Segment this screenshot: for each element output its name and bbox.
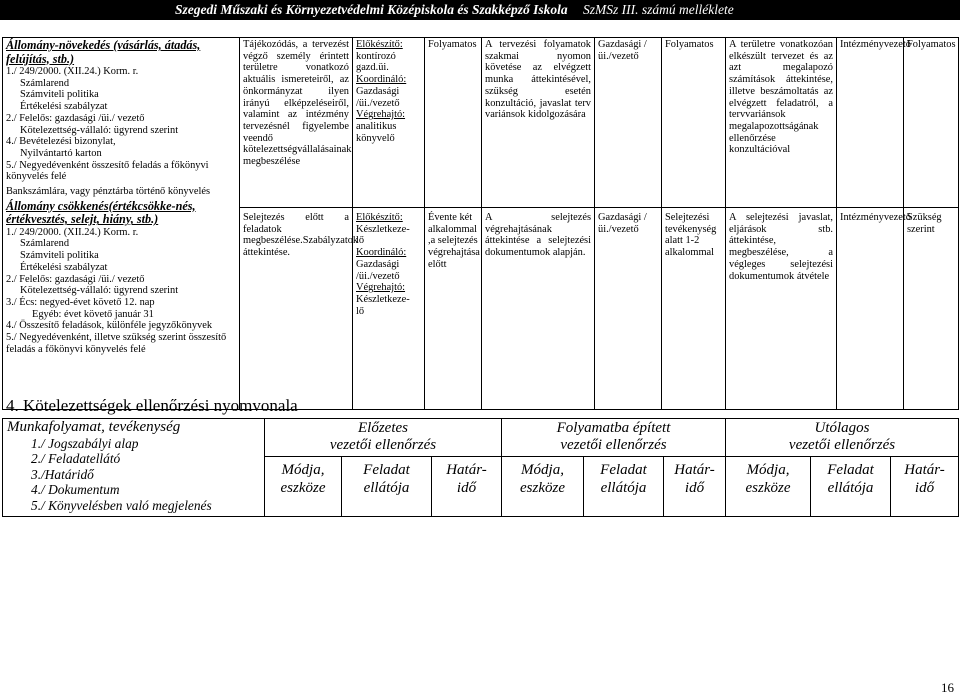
header-school-name: Szegedi Műszaki és Környezetvédelmi Középiskola és Szakképző Iskola [175, 2, 568, 17]
controls-table [2, 37, 959, 410]
role-value: lő [356, 305, 365, 317]
list-item: Bankszámlára, vagy pénztárba történő könyvelés [6, 186, 210, 198]
role-value: analitikus [356, 120, 397, 132]
role-label: Végrehajtó: [356, 109, 406, 121]
method-subheader: Módja, eszköze [502, 457, 584, 517]
deadline-subheader: Határ- idő [664, 457, 726, 517]
group-label: vezetői ellenőrzés [788, 437, 896, 453]
role-label: Koordináló: [356, 247, 407, 259]
method-subheader: Módja, eszköze [726, 457, 811, 517]
post-control-responsible: Intézményvezető [837, 208, 904, 410]
section-title: 4. Kötelezettségek ellenőrzési nyomvonala [6, 396, 298, 415]
list-item: Kötelezettség-vállaló: ügyrend szerint [20, 124, 179, 136]
header-document-ref: SzMSz III. számú melléklete [583, 2, 734, 17]
list-item: 5./ Negyedévenként összesítő feladás a főkönyvi könyvelés felé [6, 159, 209, 183]
list-item: 1./ 249/2000. (XII.24.) Korm. r. [6, 226, 139, 238]
prior-control-method: Tájékozódás, a tervezést végző személy érintett területre vonatkozó aktuális ismereteiről, az önkormányzat ilyen irányú elképzeléseiről, valamint az intézmény tervezésnél figyelembe veendő kötelezettségvállalásainak megbeszélése [240, 38, 353, 208]
prior-control-responsible [353, 38, 425, 208]
process-description-cell [3, 38, 240, 410]
list-item: Kötelezettség-vállaló: ügyrend szerint [20, 285, 179, 297]
role-value: könyvelő [356, 132, 395, 144]
list-item: 2./ Felelős: gazdasági /üi./ vezető [6, 273, 145, 285]
process-column-header [3, 419, 265, 517]
role-value: /üi./vezető [356, 270, 400, 282]
ongoing-control-deadline: Selejtezési tevékenység alatt 1-2 alkalommal [662, 208, 726, 410]
role-label: Előkészítő: [356, 39, 403, 50]
ongoing-control-responsible: Gazdasági /üi./vezető [595, 38, 662, 208]
deadline-subheader: Határ- idő [432, 457, 502, 517]
prior-control-responsible [353, 208, 425, 410]
post-control-deadline: Folyamatos [904, 38, 959, 208]
method-subheader: Módja, eszköze [265, 457, 342, 517]
list-item: 3./ Écs: negyed-évet követő 12. nap [6, 296, 155, 308]
list-item: Számviteli politika [20, 89, 99, 101]
role-value: kontírozó [356, 50, 396, 62]
group-label: vezetői ellenőrzés [329, 437, 437, 453]
group-label: Folyamatba épített [556, 420, 671, 436]
responsible-subheader: Feladat ellátója [811, 457, 891, 517]
page-header [0, 0, 960, 20]
role-label: Végrehajtó: [356, 282, 406, 294]
list-item: 3./Határidő [31, 466, 94, 482]
ongoing-control-method: A selejtezés végrehajtásának áttekintése a selejtezési dokumentumok alapján. [482, 208, 595, 410]
list-item: 4./ Összesítő feladások, különféle jegyzőkönyvek [6, 320, 213, 332]
list-item: 1./ Jogszabályi alap [31, 435, 139, 451]
page-number: 16 [941, 680, 954, 695]
prior-control-deadline: Folyamatos [425, 38, 482, 208]
post-control-group-header [726, 419, 959, 457]
responsible-subheader: Feladat ellátója [584, 457, 664, 517]
prior-control-deadline: Évente két alkalommal ,a selejtezés végrehajtása előtt [425, 208, 482, 410]
group-label: vezetői ellenőrzés [560, 437, 667, 453]
role-value: Gazdasági [356, 85, 400, 97]
group-label: Utólagos [814, 420, 870, 436]
list-item: 4./ Bevételezési bizonylat, [6, 136, 116, 148]
group-label: Előzetes [358, 420, 408, 436]
process-header-title: Munkafolyamat, tevékenység [7, 419, 181, 435]
role-label: Előkészítő: [356, 212, 403, 223]
list-item: 5./ Negyedévenként, illetve szükség szerint összesítő feladás a főkönyvi könyvelés felé [6, 332, 227, 355]
heading-asset-decrease: Állomány csökkenés(értékcsökke-nés, értékvesztés, selejt, hiány, stb.) [6, 198, 196, 227]
post-control-responsible: Intézményvezető [837, 38, 904, 208]
prior-control-method: Selejtezés előtt a feladatok megbeszélése.Szabályzatok áttekintése. [240, 208, 353, 410]
ongoing-control-group-header [502, 419, 726, 457]
role-value: lő [356, 235, 365, 247]
ongoing-control-responsible: Gazdasági /üi./vezető [595, 208, 662, 410]
list-item: Értékelési szabályzat [20, 101, 108, 113]
role-label: Koordináló: [356, 74, 407, 86]
list-item: 1./ 249/2000. (XII.24.) Korm. r. [6, 66, 139, 77]
list-item: 2./ Felelős: gazdasági /üi./ vezető [6, 112, 145, 124]
list-item: 5./ Könyvelésben való megjelenés [31, 497, 212, 513]
responsible-subheader: Feladat ellátója [342, 457, 432, 517]
post-control-method: A selejtezési javaslat, eljárások stb. áttekintése, megbeszélése, a végleges selejtezési dokumentumok átvétele [726, 208, 837, 410]
role-value: Gazdasági [356, 258, 400, 270]
audit-trail-header-table [2, 418, 959, 517]
role-value: Készletkeze- [356, 223, 410, 235]
list-item: Számlarend [20, 238, 70, 250]
list-item: Nyilvántartó karton [20, 147, 102, 159]
prior-control-group-header [265, 419, 502, 457]
list-item: Értékelési szabályzat [20, 261, 108, 273]
role-value: gazd.üi. [356, 62, 389, 74]
deadline-subheader: Határ- idő [891, 457, 959, 517]
post-control-deadline: Szükség szerint [904, 208, 959, 410]
list-item: 4./ Dokumentum [31, 482, 120, 497]
post-control-method: A területre vonatkozóan elkészült tervezet és az azt megalapozó számítások áttekintése, illetve beszámoltatás az elvégzett feladatról, a tervvariánsok megalapozottságának ellenőrzése konzultációval [726, 38, 837, 208]
ongoing-control-deadline: Folyamatos [662, 38, 726, 208]
list-item: 2./ Feladatellátó [31, 451, 121, 466]
heading-asset-increase: Állomány-növekedés (vásárlás, átadás, felújítás, stb.) [6, 38, 201, 66]
role-value: Készletkeze- [356, 293, 410, 305]
ongoing-control-method: A tervezési folyamatok szakmai nyomon követése az elvégzett munka áttekintésével, szükség esetén konzultáció, javaslat terv variánsok kidolgozására [482, 38, 595, 208]
role-value: /üi./vezető [356, 97, 400, 109]
list-item: Számlarend [20, 77, 70, 89]
list-item: Számviteli politika [20, 250, 99, 262]
list-item: Egyéb: évet követő január 31 [32, 308, 154, 320]
